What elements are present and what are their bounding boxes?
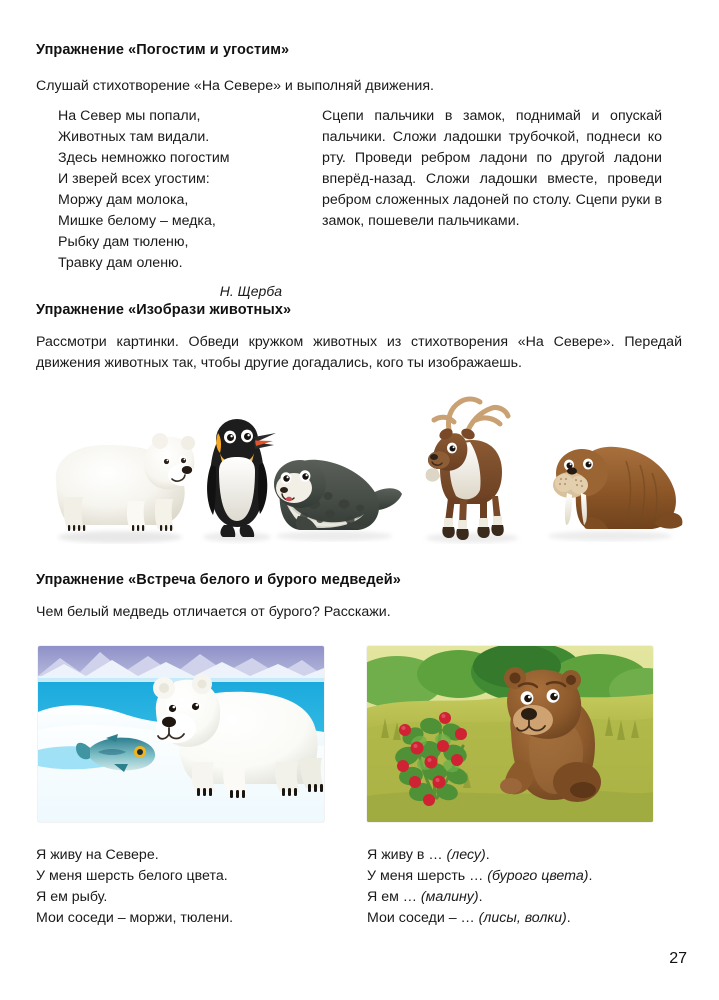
answer-tail: .: [588, 868, 593, 884]
answer-line: Я живу на Севере.: [36, 847, 159, 863]
poem-author: Н. Щерба: [219, 283, 282, 299]
answer-line: Мои соседи – моржи, тюлени.: [36, 910, 234, 926]
poem-line: Моржу дам молока,: [58, 192, 189, 208]
poem-line: И зверей всех угостим:: [58, 171, 210, 187]
scene-brown-bear-forest[interactable]: [367, 646, 653, 822]
exercise-2-instruction: Рассмотри картинки. Обведи кружком животных из стихотворения «На Севере». Передай движения животных так, чтобы другие догадались, кого ты изображаешь.: [36, 334, 682, 371]
animal-reindeer[interactable]: [410, 394, 530, 544]
exercise-3-instruction: Чем белый медведь отличается от бурого? Расскажи.: [36, 604, 391, 620]
answer-line: [367, 908, 687, 929]
answer-hint: (лисы, волки): [478, 910, 567, 926]
poem-line: Травку дам оленю.: [58, 255, 183, 271]
answer-prompt: Я ем …: [367, 889, 421, 905]
exercise-1-title: Упражнение «Погостим и угостим»: [36, 42, 290, 58]
poem-line: Животных там видали.: [58, 129, 210, 145]
scene-polar-bear-arctic[interactable]: [38, 646, 324, 822]
answer-prompt: У меня шерсть …: [367, 868, 488, 884]
answer-hint: (лесу): [446, 847, 486, 863]
answer-line: [367, 887, 687, 908]
answer-line: [367, 866, 687, 887]
animal-walrus[interactable]: [534, 437, 684, 542]
answer-tail: .: [566, 910, 571, 926]
answer-prompt: Мои соседи – …: [367, 910, 479, 926]
answer-tail: .: [485, 847, 490, 863]
answer-line: У меня шерсть белого цвета.: [36, 868, 228, 884]
polar-bear-answers: [36, 845, 336, 929]
animal-illustration-row: [38, 396, 683, 546]
answer-line: Я ем рыбу.: [36, 889, 108, 905]
exercise-1-movements-text: Сцепи пальчики в замок, поднимай и опускай пальчики. Сложи ладошки трубочкой, поднеси ко рту. Проведи ребром ладони по другой ладони вперёд-назад. Сложи ладошки вместе, проведи ребром сложенных ладоней по столу. Сцепи руки в замок, пошевели пальчиками.: [322, 108, 662, 229]
animal-seal[interactable]: [264, 442, 404, 542]
exercise-3-title: Упражнение «Встреча белого и бурого медведей»: [36, 572, 401, 588]
exercise-2-title: Упражнение «Изобрази животных»: [36, 302, 292, 318]
answer-prompt: Я живу в …: [367, 847, 447, 863]
animal-polar-bear[interactable]: [48, 419, 198, 544]
poem-line: Здесь немножко погостим: [58, 150, 230, 166]
brown-bear-answers: [367, 845, 687, 929]
poem-line: Мишке белому – медка,: [58, 213, 216, 229]
answer-line: [367, 845, 687, 866]
poem-line: На Север мы попали,: [58, 108, 201, 124]
poem-block: [58, 106, 308, 302]
answer-hint: (бурого цвета): [487, 868, 589, 884]
page-number: 27: [669, 950, 687, 967]
poem-line: Рыбку дам тюленю,: [58, 234, 189, 250]
exercise-1-instruction: Слушай стихотворение «На Севере» и выполняй движения.: [36, 78, 434, 94]
answer-hint: (малину): [420, 889, 479, 905]
answer-tail: .: [478, 889, 483, 905]
